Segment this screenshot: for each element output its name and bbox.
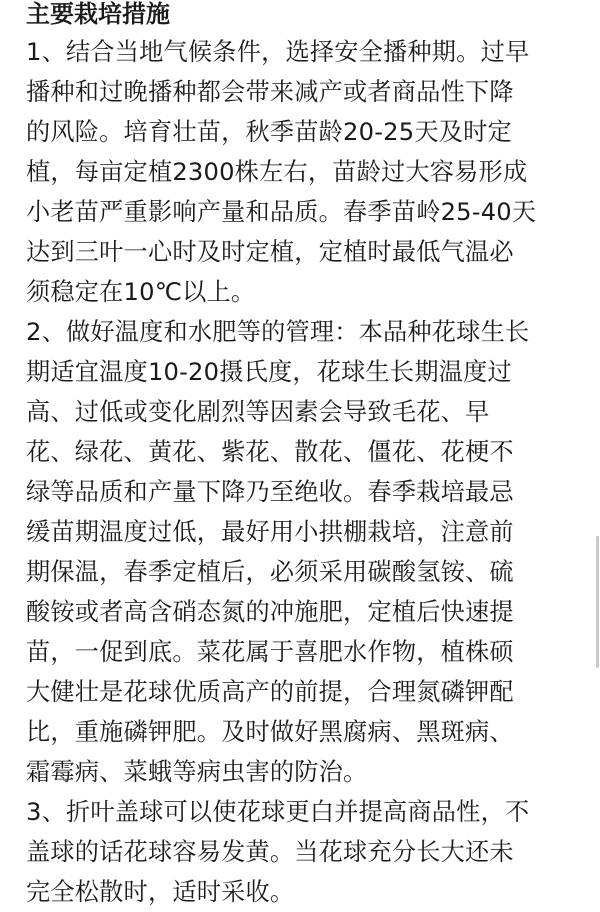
text-line: 苗，一促到底。菜花属于喜肥水作物，植株硕 xyxy=(26,638,514,666)
text-line: 花、绿花、黄花、紫花、散花、僵花、花梗不 xyxy=(26,438,514,466)
article-body xyxy=(26,32,586,912)
vertical-scrollbar[interactable] xyxy=(596,536,599,668)
text-line: 完全松散时，适时采收。 xyxy=(26,878,295,906)
text-line: 须稳定在10℃以上。 xyxy=(26,278,256,306)
text-line: 植，每亩定植2300株左右，苗龄过大容易形成 xyxy=(26,158,528,186)
text-line: 霜霉病、菜蛾等病虫害的防治。 xyxy=(26,758,368,786)
text-line: 绿等品质和产量下降乃至绝收。春季栽培最忌 xyxy=(26,478,514,506)
text-line: 2、做好温度和水肥等的管理：本品种花球生长 xyxy=(26,318,530,346)
text-line: 3、折叶盖球可以使花球更白并提高商品性，不 xyxy=(26,798,530,826)
text-line: 的风险。培育壮苗，秋季苗龄20-25天及时定 xyxy=(26,118,512,146)
text-line: 播种和过晚播种都会带来减产或者商品性下降 xyxy=(26,78,514,106)
text-line: 缓苗期温度过低，最好用小拱棚栽培，注意前 xyxy=(26,518,514,546)
text-line: 酸铵或者高含硝态氮的冲施肥，定植后快速提 xyxy=(26,598,514,626)
text-line: 高、过低或变化剧烈等因素会导致毛花、早 xyxy=(26,398,490,426)
text-line: 大健壮是花球优质高产的前提，合理氮磷钾配 xyxy=(26,678,514,706)
text-line: 盖球的话花球容易发黄。当花球充分长大还未 xyxy=(26,838,514,866)
text-line: 1、结合当地气候条件，选择安全播种期。过早 xyxy=(26,38,530,66)
text-line: 期适宜温度10-20摄氏度，花球生长期温度过 xyxy=(26,358,512,386)
text-line: 小老苗严重影响产量和品质。春季苗岭25-40天 xyxy=(26,198,537,226)
section-heading: 主要栽培措施 xyxy=(26,0,170,28)
text-line: 期保温，春季定植后，必须采用碳酸氢铵、硫 xyxy=(26,558,514,586)
text-line: 比，重施磷钾肥。及时做好黑腐病、黑斑病、 xyxy=(26,718,514,746)
text-line: 达到三叶一心时及时定植，定植时最低气温必 xyxy=(26,238,514,266)
